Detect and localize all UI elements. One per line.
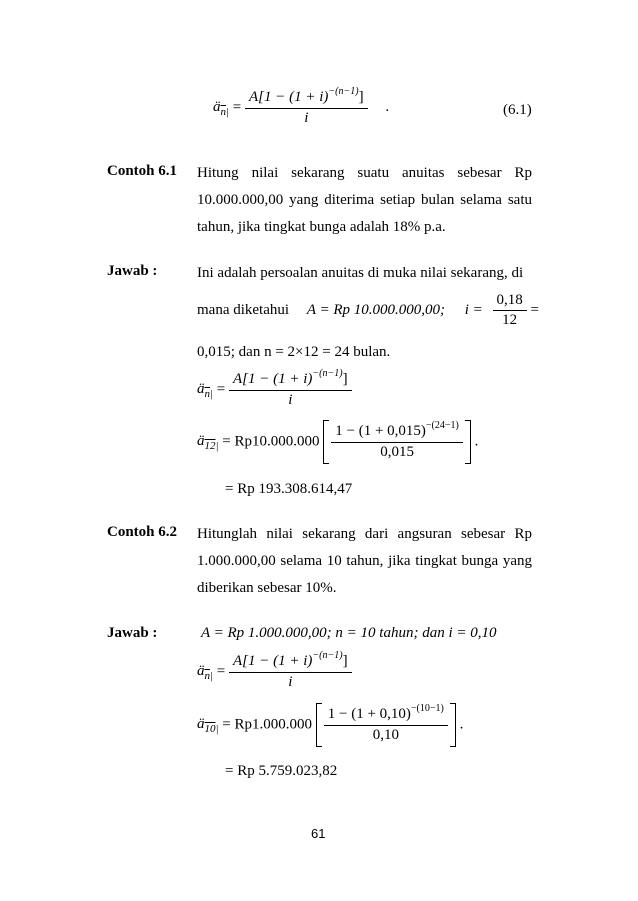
result: = Rp 193.308.614,47 (225, 481, 353, 497)
answer-line-given: mana diketahui A = Rp 10.000.000,00; i = $\frac{0,18}{12}$ = (197, 292, 539, 328)
annuity-symbol: $ä_{\overline{n}|}$ (213, 99, 230, 119)
answer-line: A = Rp 1.000.000,00; n = 10 tahun; dan i = 0,10 (201, 625, 497, 641)
formula-6-1: $ä_{\overline{n}|}$ = $\frac{A[1 - (1 + i)^{-(n-1)}]}{i}$ . (213, 86, 390, 126)
example-text: Hitung nilai sekarang suatu anuitas sebesar Rp 10.000.000,00 yang diterima setiap bulan selama satu tahun, jika tingkat bunga adalah 18% p.a. (197, 165, 532, 235)
rate-fraction: $\frac{0,18}{12}$ (493, 291, 527, 330)
calculation-formula: $ä_{10|} = Rp1.000.000$ $\frac{1 - (1 + 0,10)^{-(10-1)}}{0,10}$ . (197, 703, 463, 747)
example-text: Hitunglah nilai sekarang dari angsuran sebesar Rp 1.000.000,00 selama 10 tahun, jika tingkat bunga yang diberikan sebesar 10%. (197, 526, 532, 596)
answer-label: Jawab : (107, 625, 158, 641)
answer-line: Ini adalah persoalan anuitas di muka nilai sekarang, di (197, 265, 524, 281)
calculation-formula: $ä_{12|} = Rp10.000.000$ $\frac{1 - (1 + 0,015)^{-(24-1)}}{0,015}$ . (197, 420, 478, 464)
annuity-formula: $ä_{\overline{n}|}$ = $\frac{A[1 - (1 + i)^{-(n-1)}]}{i}$ (197, 370, 352, 410)
equation-number: (6.1) (503, 102, 532, 118)
page-number: 61 (311, 826, 326, 841)
example-label: Contoh 6.1 (107, 163, 178, 179)
annuity-formula: $ä_{\overline{n}|}$ = $\frac{A[1 - (1 + i)^{-(n-1)}]}{i}$ (197, 652, 352, 692)
formula-fraction: $\frac{A[1 - (1 + i)^{-(n-1)}]}{i}$ (245, 88, 368, 128)
result: = Rp 5.759.023,82 (225, 763, 338, 779)
example-label: Contoh 6.2 (107, 524, 178, 540)
answer-line: 0,015; dan n = 2×12 = 24 bulan. (197, 344, 391, 360)
answer-label: Jawab : (107, 263, 158, 279)
